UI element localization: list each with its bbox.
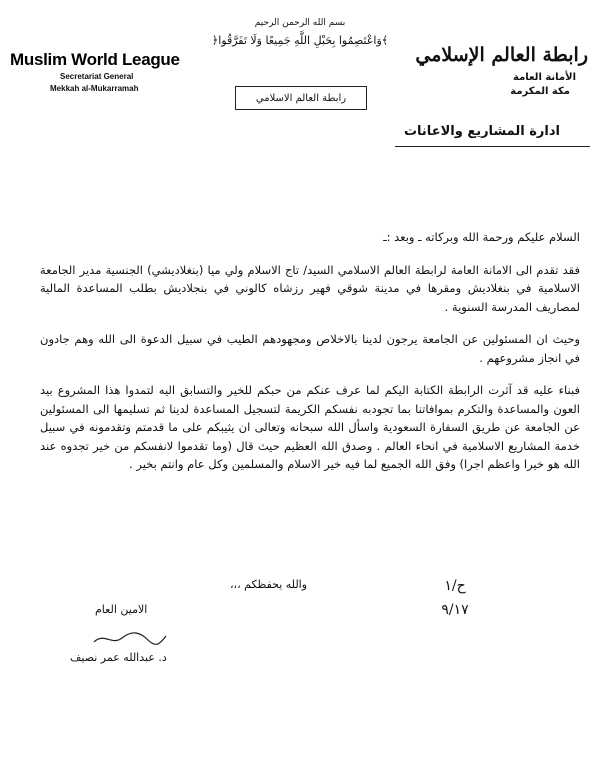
handwritten-signature: [90, 628, 170, 648]
arabic-secretariat-line: الأمانة العامة: [513, 72, 576, 83]
reference-line-1: ح/١: [444, 578, 466, 594]
english-secretariat-line: Secretariat General: [60, 72, 134, 81]
paragraph-3: فبناء عليه قد آثرت الرابطة الكتابة اليكم لما عرف عنكم من حبكم للخير والتسابق اليه لتمدوا هذا المشروع بيد العون والمساعدة والتكرم بموافاتنا بما تجودبه نفسكم الكريمة لتسجيل المساعدة لدينا ثم تسليمها الى المسئولين عن الجامعة عن طريق السفارة السعودية واسأل الله سبحانه وتعالى ان يثيبكم على ما قدمتم وتقدمونه في سبيل خدمة المشاريع الاسلامية في انحاء العالم . وصدق الله العظيم حيث قال (وما تقدموا لانفسكم من خير تجدوه عند الله هو خيرا واعظم اجرا) وفق الله الجميع لما فيه خير الاسلام والمسلمين وكل عام وانتم بخير .: [40, 383, 580, 471]
seal-stamp: [235, 86, 367, 110]
paragraph-2: وحيث ان المسئولين عن الجامعة يرجون لدينا بالاخلاص ومجهودهم الطيب في سبيل الدعوة الى الله وهم جادون في انجاز مشروعهم .: [40, 332, 580, 365]
department-underline: [395, 146, 590, 147]
quran-verse: ﴿وَاعْتَصِمُوا بِحَبْلِ اللَّهِ جَمِيعًا وَلَا تَفَرَّقُوا﴾: [211, 34, 389, 47]
arabic-city-line: مكة المكرمة: [510, 86, 570, 97]
english-organization-name: Muslim World League: [10, 50, 180, 69]
signatory-title: الامين العام: [95, 603, 148, 616]
reference-line-2: ٩/١٧: [441, 602, 469, 618]
closing-phrase: والله يحفظكم ،،،: [230, 578, 308, 591]
paragraph-1: فقد تقدم الى الامانة العامة لرابطة العالم الاسلامي السيد/ تاج الاسلام ولي ميا (بنغلاديشي) الجنسية مدير الجامعة الاسلامية في بنغلاديش ومقرها في مدينة شوقي فهير رزشاه كالوني في بنجلاديش بطلب المساعدة المالية لمصاريف المدرسة السنوية .: [40, 262, 580, 314]
letter-body: [40, 228, 580, 488]
department-heading: ادارة المشاريع والاعانات: [403, 124, 560, 139]
signatory-name: د. عبدالله عمر نصيف: [70, 651, 167, 664]
seal-text: رابطة العالم الاسلامي: [255, 92, 347, 104]
arabic-organization-name: رابطة العالم الإسلامي: [415, 44, 588, 66]
greeting: السلام عليكم ورحمة الله وبركاته ـ وبعد :ـ: [383, 230, 580, 244]
reference-number: [420, 574, 490, 622]
basmala: بسم الله الرحمن الرحيم: [254, 18, 346, 28]
english-city-line: Mekkah al-Mukarramah: [50, 84, 139, 93]
